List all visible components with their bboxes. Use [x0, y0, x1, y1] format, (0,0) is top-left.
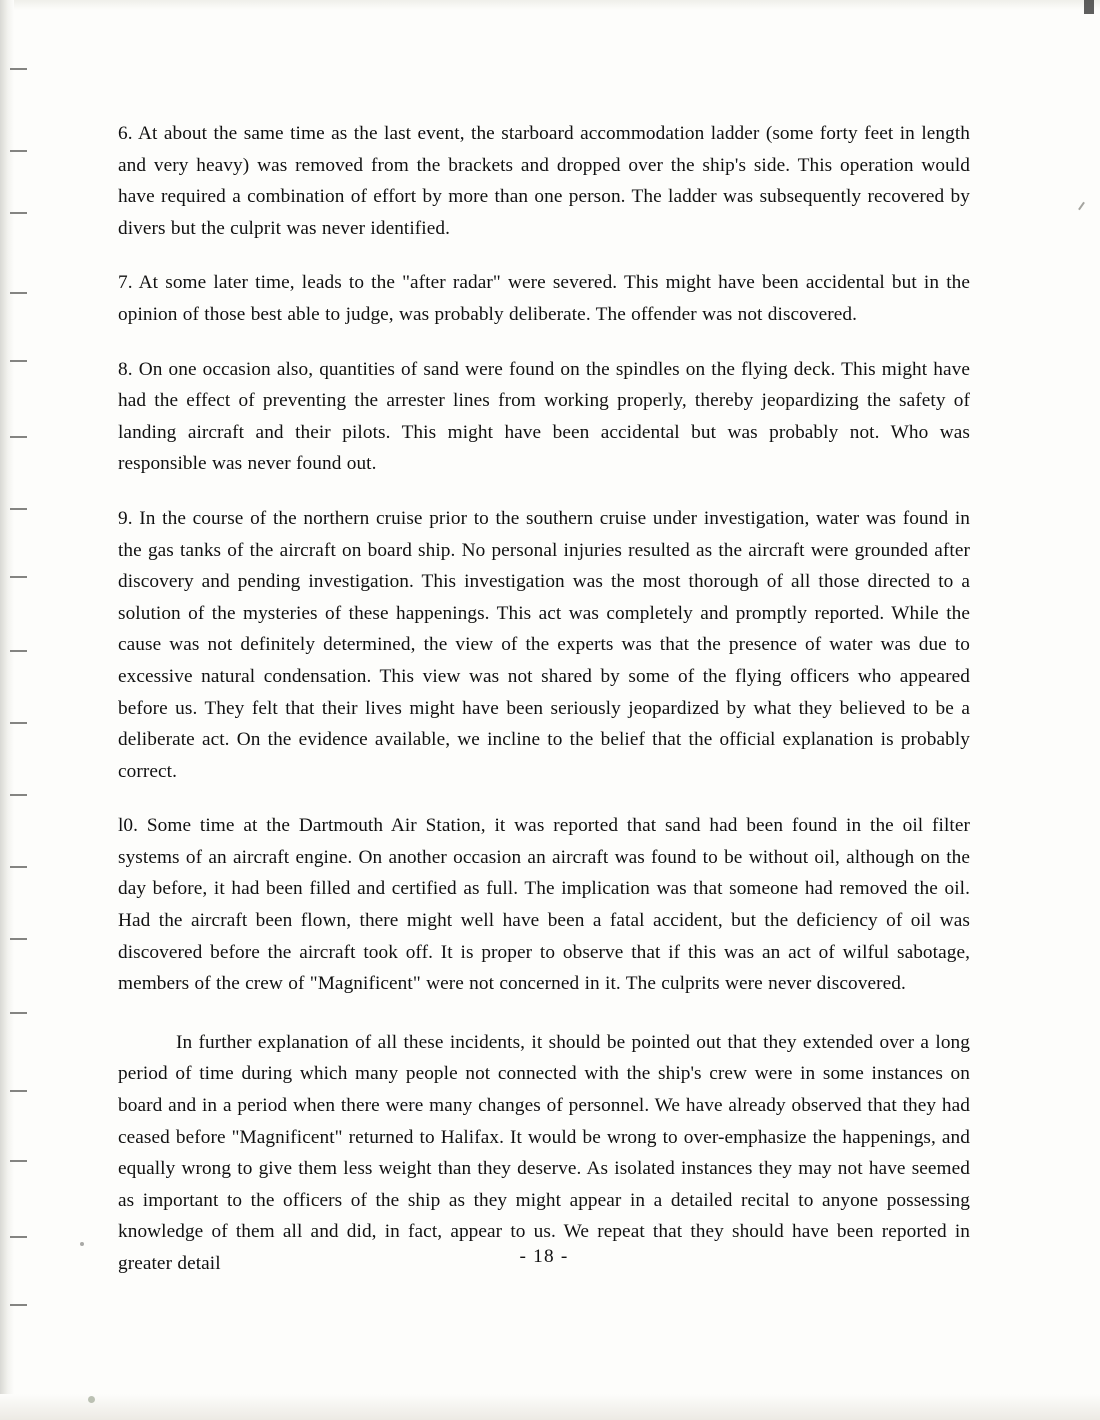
- scan-artifact-right-margin: [1078, 202, 1085, 211]
- margin-punch-marks: [10, 60, 44, 1310]
- scan-edge-top: [0, 0, 1100, 10]
- paragraph-9: 9. In the course of the northern cruise prior to the southern cruise under investigation, water was found in the gas tanks of the aircraft on board ship. No personal injuries resulted as the aircraft were grounded after discovery and pending investigation. This investigation was the most thorough of all those directed to a solution of the mysteries of these happenings. This act was completely and promptly reported. While the cause was not definitely determined, the view of the experts was that the presence of water was due to excessive natural condensation. This view was not shared by some of the flying officers who appeared before us. They felt that their lives might have been seriously jeopardized by what they believed to be a deliberate act. On the evidence available, we incline to the belief that the official explanation is probably correct.: [118, 507, 970, 782]
- paragraph-10: l0. Some time at the Dartmouth Air Station, it was reported that sand had been found in the oil filter systems of an aircraft engine. On another occasion an aircraft was found to be without oil, although on the day before, it had been filled and certified as full. The implication was that someone had removed the oil. Had the aircraft been flown, there might well have been a fatal accident, but the deficiency of oil was discovered before the aircraft took off. It is proper to observe that if this was an act of wilful sabotage, members of the crew of "Magnificent" were not concerned in it. The culprits were never discovered.: [118, 815, 970, 995]
- paragraph-8: 8. On one occasion also, quantities of sand were found on the spindles on the flying deck. This might have had the effect of preventing the arrester lines from working properly, thereby jeopardizing the safety of landing aircraft and their pilots. This might have been accidental but was probably not. Who was responsible was never found out.: [118, 358, 970, 475]
- paragraph-closing: In further explanation of all these incidents, it should be pointed out that they extended over a long period of time during which many people not connected with the ship's crew were in some instances on board and in a period when there were many changes of personnel. We have already observed that they had ceased before "Magnificent" returned to Halifax. It would be wrong to over-emphasize the happenings, and equally wrong to give them less weight than they deserve. As isolated instances they may not have seemed as important to the officers of the ship as they might appear in a detailed recital to anyone possessing knowledge of them all and did, in fact, appear to us. We repeat that they should have been reported in greater detail: [118, 1031, 970, 1274]
- page-number: - 18 -: [519, 1246, 569, 1267]
- paragraph-6: 6. At about the same time as the last event, the starboard accommodation ladder (some forty feet in length and very heavy) was removed from the brackets and dropped over the ship's side. This operation would have required a combination of effort by more than one person. The ladder was subsequently recovered by divers but the culprit was never identified.: [118, 123, 970, 239]
- scan-artifact-top-right: [1084, 0, 1094, 14]
- scan-speck-lower-left: [88, 1396, 95, 1403]
- document-text-column: [118, 118, 970, 1303]
- scan-speck-mid-left: [80, 1242, 84, 1246]
- scan-edge-bottom: [0, 1394, 1100, 1420]
- paragraph-7: 7. At some later time, leads to the "after radar" were severed. This might have been accidental but in the opinion of those best able to judge, was probably deliberate. The offender was not discovered.: [118, 272, 970, 325]
